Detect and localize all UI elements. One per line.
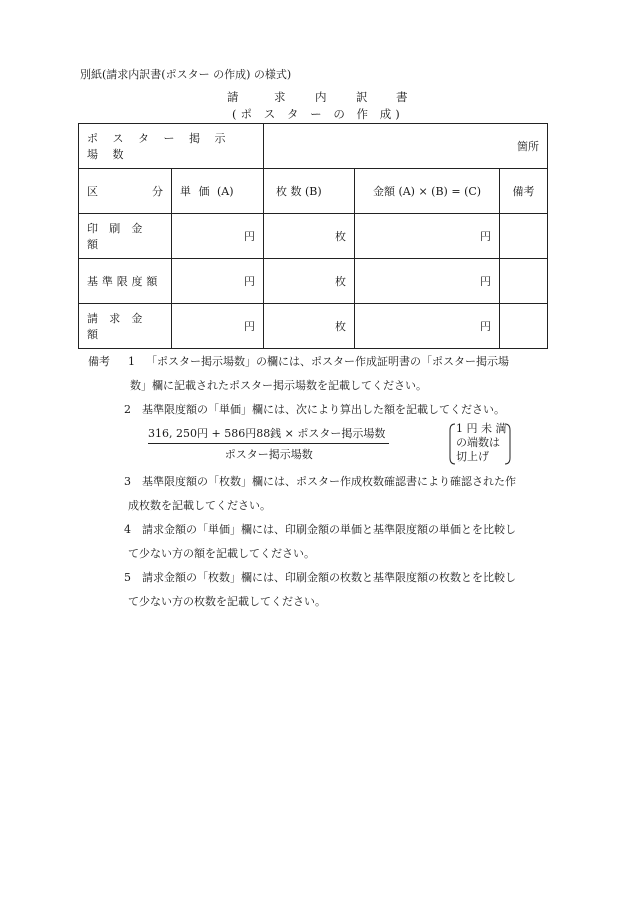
header-count: 枚 数 (B)	[264, 169, 355, 214]
note-number: 1	[128, 355, 135, 368]
document-title	[227, 89, 408, 105]
header-kubun: 区 分	[79, 169, 172, 214]
row-label: 請 求 金 額	[79, 304, 172, 349]
note-text: 成枚数を記載してください。	[128, 499, 271, 512]
table-row	[79, 304, 548, 349]
note-item	[88, 518, 550, 542]
rounding-line: の端数は	[456, 436, 500, 449]
row-label: 基準限度額	[79, 259, 172, 304]
rounding-line: 切上げ	[456, 450, 489, 463]
table-row	[79, 259, 548, 304]
title-char: 内	[315, 90, 327, 104]
poster-count-cell[interactable]	[264, 124, 548, 169]
unit-label: 箇所	[517, 140, 540, 153]
note-text: て少ない方の額を記載してください。	[128, 547, 315, 560]
notes-label: 備考	[88, 355, 110, 368]
claim-table	[78, 123, 548, 349]
row-label: 印 刷 金 額	[79, 214, 172, 259]
amount-cell[interactable]: 円	[355, 259, 500, 304]
document-subtitle: (ポ ス タ ー の 作 成)	[232, 107, 404, 121]
count-cell[interactable]: 枚	[264, 304, 355, 349]
note-text: 請求金額の「単価」欄には、印刷金額の単価と基準限度額の単価とを比較し	[142, 523, 516, 536]
rounding-note	[448, 422, 512, 464]
title-char: 求	[274, 90, 286, 104]
note-text: て少ない方の枚数を記載してください。	[128, 595, 326, 608]
note-text: 基準限度額の「単価」欄には、次により算出した額を記載してください。	[142, 403, 505, 416]
note-text: 請求金額の「枚数」欄には、印刷金額の枚数と基準限度額の枚数とを比較し	[142, 571, 516, 584]
formula-denominator: ポスター掲示場数	[224, 448, 313, 461]
note-item	[88, 350, 550, 374]
note-number: 3	[124, 475, 131, 488]
note-number: 2	[124, 403, 131, 416]
table-row	[79, 214, 548, 259]
unit-price-formula	[148, 425, 389, 462]
note-item	[88, 470, 550, 494]
note-text: 基準限度額の「枚数」欄には、ポスター作成枚数確認書により確認された作	[142, 475, 516, 488]
formula-numerator: 316, 250円 + 586円88銭 × ポスター掲示場数	[148, 425, 389, 444]
note-number: 5	[124, 571, 131, 584]
notes-section	[88, 350, 550, 614]
note-text: 「ポスター掲示場数」の欄には、ポスター作成証明書の「ポスター掲示場	[146, 355, 509, 368]
header-unit-price: 単 価 (A)	[172, 169, 264, 214]
title-char: 書	[396, 90, 408, 104]
poster-count-row	[79, 124, 548, 169]
remarks-cell[interactable]	[500, 259, 548, 304]
title-char: 訳	[356, 90, 368, 104]
count-cell[interactable]: 枚	[264, 259, 355, 304]
poster-count-label: ポ ス タ ー 掲 示 場 数	[79, 124, 264, 169]
note-number: 4	[124, 523, 131, 536]
rounding-line: 1 円 未 満	[456, 422, 507, 435]
header-remarks: 備考	[500, 169, 548, 214]
note-item	[88, 566, 550, 590]
remarks-cell[interactable]	[500, 304, 548, 349]
amount-cell[interactable]: 円	[355, 214, 500, 259]
header-row	[79, 169, 548, 214]
amount-cell[interactable]: 円	[355, 304, 500, 349]
unit-price-cell[interactable]: 円	[172, 214, 264, 259]
remarks-cell[interactable]	[500, 214, 548, 259]
title-char: 請	[227, 90, 239, 104]
note-item	[88, 398, 550, 422]
note-text: 数」欄に記載されたポスター掲示場数を記載してください。	[130, 379, 427, 392]
header-note: 別紙(請求内訳書(ポスター の作成) の様式)	[80, 68, 292, 81]
unit-price-cell[interactable]: 円	[172, 259, 264, 304]
count-cell[interactable]: 枚	[264, 214, 355, 259]
header-amount: 金額 (A) × (B) = (C)	[355, 169, 500, 214]
unit-price-cell[interactable]: 円	[172, 304, 264, 349]
